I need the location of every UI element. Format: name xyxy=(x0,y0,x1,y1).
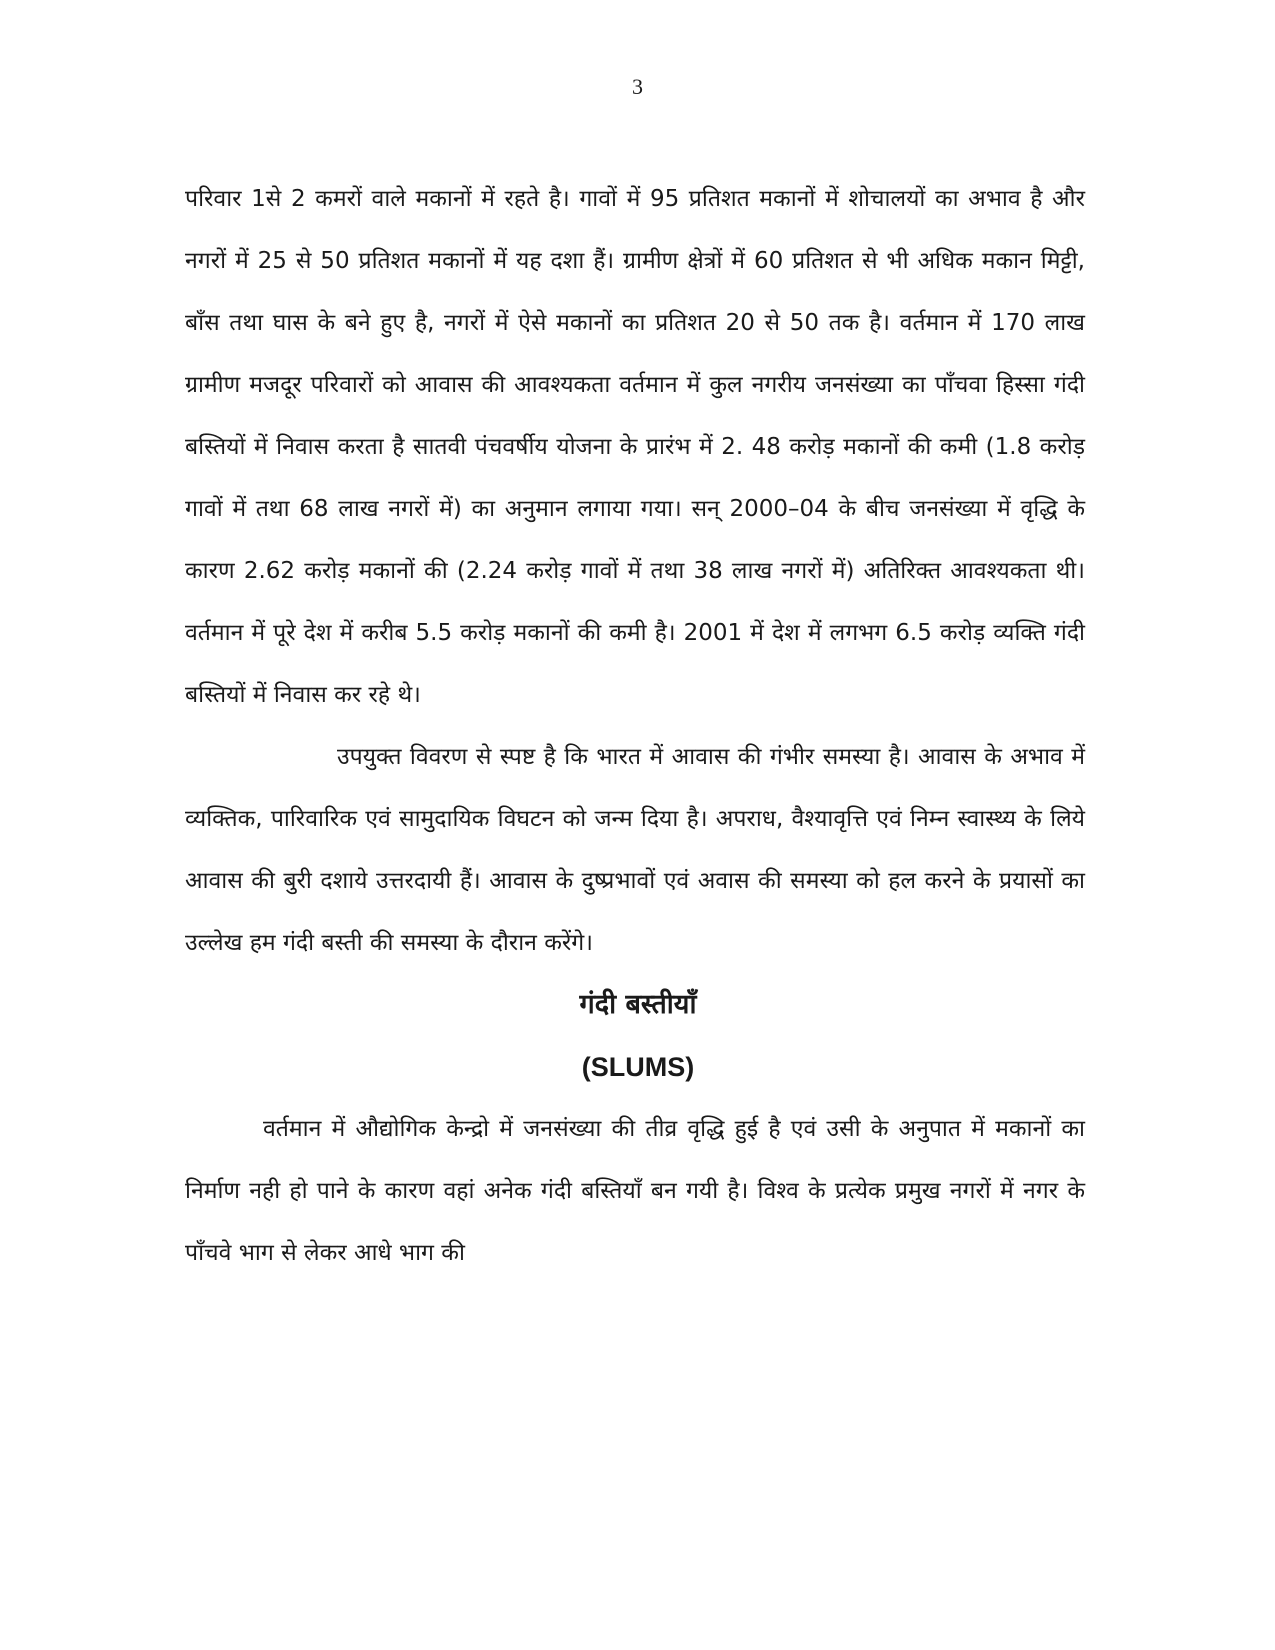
paragraph-housing-statistics: परिवार 1से 2 कमरों वाले मकानों में रहते है। गावों में 95 प्रतिशत मकानों में शोचालयों का अभाव है और नगरों में 25 से 50 प्रतिशत मकानों में यह दशा हैं। ग्रामीण क्षेत्रों में 60 प्रतिशत से भी अधिक मकान मिट्टी, बाँस तथा घास के बने हुए है, नगरों में ऐसे मकानों का प्रतिशत 20 से 50 तक है। वर्तमान में 170 लाख ग्रामीण मजदूर परिवारों को आवास की आवश्यकता वर्तमान में कुल नगरीय जनसंख्या का पाँचवा हिस्सा गंदी बस्तियों में निवास करता है सातवी पंचवर्षीय योजना के प्रारंभ में 2. 48 करोड़ मकानों की कमी (1.8 करोड़ गावों में तथा 68 लाख नगरों में) का अनुमान लगाया गया। सन् 2000–04 के बीच जनसंख्या में वृद्धि के कारण 2.62 करोड़ मकानों की (2.24 करोड़ गावों में तथा 38 लाख नगरों में) अतिरिक्त आवश्यकता थी। वर्तमान में पूरे देश में करीब 5.5 करोड़ मकानों की कमी है। 2001 में देश में लगभग 6.5 करोड़ व्यक्ति गंदी बस्तियों में निवास कर रहे थे। xyxy=(185,186,1085,708)
document-body xyxy=(185,168,1085,1284)
paragraph-housing-conclusion: उपयुक्त विवरण से स्पष्ट है कि भारत में आवास की गंभीर समस्या है। आवास के अभाव में व्यक्तिक, पारिवारिक एवं सामुदायिक विघटन को जन्म दिया है। अपराध, वैश्यावृत्ति एवं निम्न स्वास्थ्य के लिये आवास की बुरी दशाये उत्तरदायी हैं। आवास के दुष्प्रभावों एवं अवास की समस्या को हल करने के प्रयासों का उल्लेख हम गंदी बस्ती की समस्या के दौरान करेंगे। xyxy=(185,744,1085,956)
section-heading-hindi: गंदी बस्तीयाँ xyxy=(579,989,697,1020)
page-number: 3 xyxy=(632,74,643,99)
section-heading-english: (SLUMS) xyxy=(581,1052,695,1082)
paragraph-slums-intro: वर्तमान में औद्योगिक केन्द्रो में जनसंख्या की तीव्र वृद्धि हुई है एवं उसी के अनुपात में मकानों का निर्माण नही हो पाने के कारण वहां अनेक गंदी बस्तियाँ बन गयी है। विश्व के प्रत्येक प्रमुख नगरों में नगर के पाँचवे भाग से लेकर आधे भाग की xyxy=(185,1116,1085,1266)
